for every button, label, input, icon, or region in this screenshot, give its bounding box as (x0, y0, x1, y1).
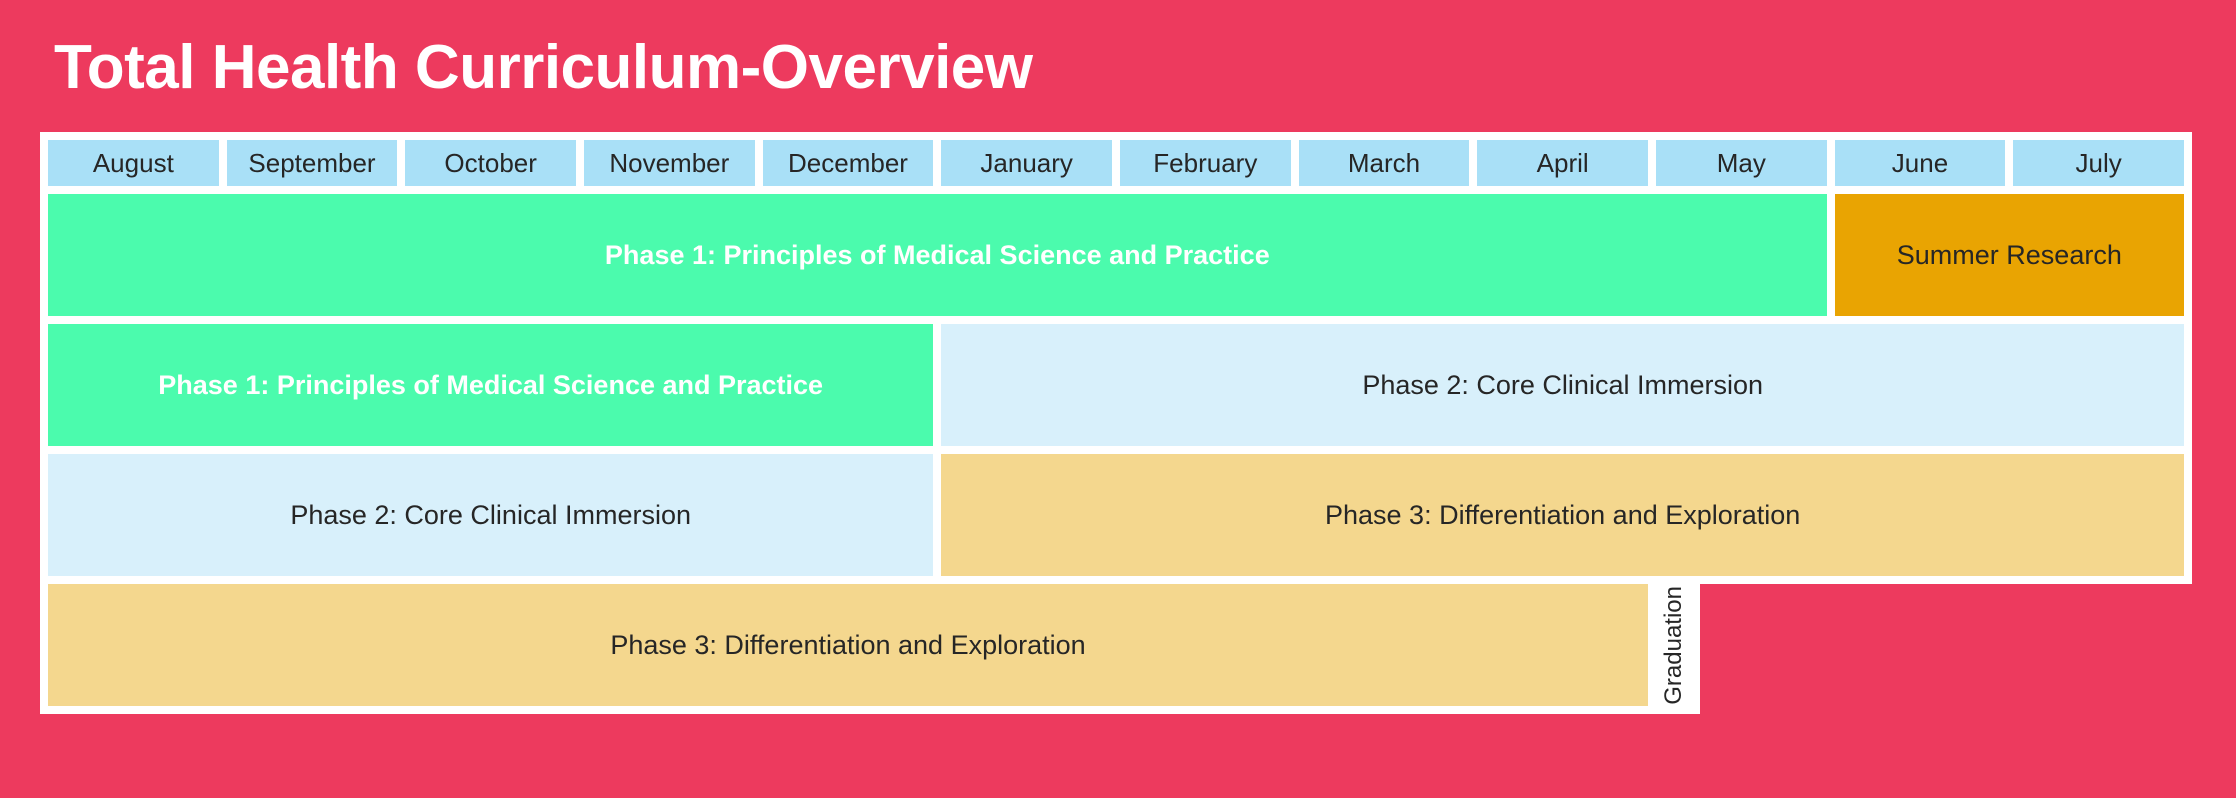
year4-row (40, 584, 1700, 714)
year3-phase3-bar: Phase 3: Differentiation and Exploration (941, 454, 2184, 576)
year2-phase2-bar: Phase 2: Core Clinical Immersion (941, 324, 2184, 446)
month-header-october: October (405, 140, 576, 186)
year1-summer-research-bar: Summer Research (1835, 194, 2184, 316)
month-header-november: November (584, 140, 755, 186)
month-header-july: July (2013, 140, 2184, 186)
month-header-april: April (1477, 140, 1648, 186)
curriculum-grid (40, 132, 2192, 584)
graduation-marker (1656, 584, 1692, 706)
month-header-december: December (763, 140, 934, 186)
year1-phase1-bar: Phase 1: Principles of Medical Science and Practice (48, 194, 1827, 316)
year3-phase2-bar: Phase 2: Core Clinical Immersion (48, 454, 933, 576)
month-header-march: March (1299, 140, 1470, 186)
year2-phase1-bar: Phase 1: Principles of Medical Science and Practice (48, 324, 933, 446)
month-header-june: June (1835, 140, 2006, 186)
year4-phase3-bar: Phase 3: Differentiation and Exploration (48, 584, 1648, 706)
month-header-january: January (941, 140, 1112, 186)
month-header-may: May (1656, 140, 1827, 186)
month-header-august: August (48, 140, 219, 186)
page-title: Total Health Curriculum-Overview (54, 33, 1033, 102)
month-header-september: September (227, 140, 398, 186)
month-header-february: February (1120, 140, 1291, 186)
graduation-label: Graduation (1660, 585, 1687, 705)
